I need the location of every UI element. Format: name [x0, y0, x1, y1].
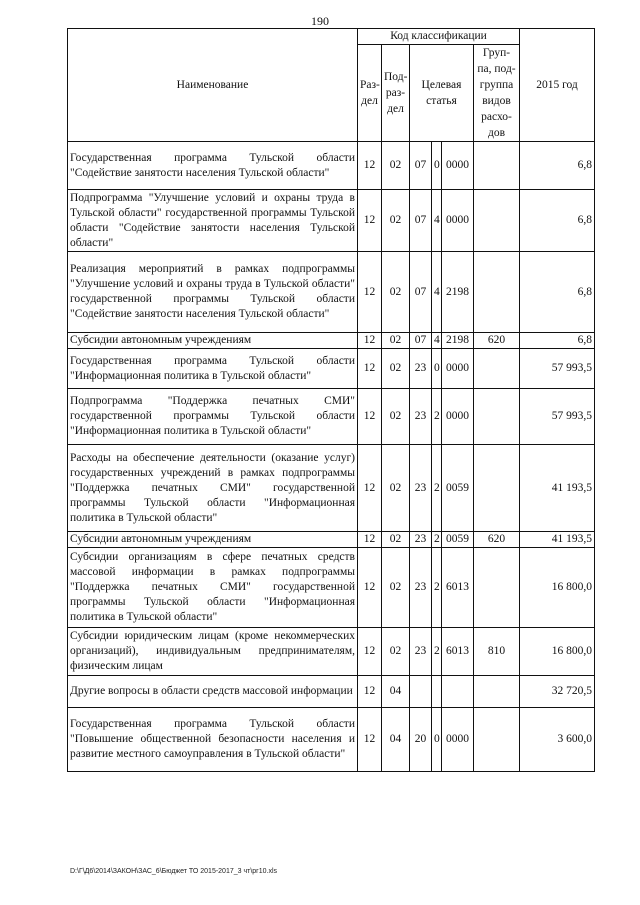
row-target-program: 23 [410, 532, 432, 548]
row-target-subprogram: 4 [432, 190, 442, 252]
row-name: Субсидии юридическим лицам (кроме некоммерческих организаций), индивидуальным предпринимателям, физическим лицам [68, 628, 358, 676]
row-target-subprogram [432, 676, 442, 708]
header-classification: Код классификации [358, 29, 520, 45]
header-razdel-text: Раз-дел [360, 79, 380, 107]
row-podrazdel: 02 [382, 333, 410, 349]
row-target-program: 07 [410, 142, 432, 190]
row-name: Субсидии автономным учреждениям [68, 532, 358, 548]
row-amount: 32 720,5 [520, 676, 595, 708]
table-row [68, 708, 595, 772]
footer-file-path: D:\Г\Д6\2014\ЗАКОН\ЗАС_6\Бюджет ТО 2015-2017_3 чт\рг10.xls [70, 868, 278, 875]
row-amount: 16 800,0 [520, 548, 595, 628]
row-target-program: 23 [410, 389, 432, 445]
row-expense-group [474, 548, 520, 628]
row-name: Подпрограмма "Улучшение условий и охраны труда в Тульской области" государственной программы Тульской области "Содействие занятости населения Тульской области" [68, 190, 358, 252]
table-row [68, 252, 595, 333]
row-expense-group [474, 142, 520, 190]
row-name: Субсидии автономным учреждениям [68, 333, 358, 349]
row-name: Государственная программа Тульской области "Информационная политика в Тульской области" [68, 349, 358, 389]
row-target-direction: 0000 [442, 389, 474, 445]
row-target-subprogram: 4 [432, 333, 442, 349]
row-razdel: 12 [358, 445, 382, 532]
row-target-direction: 0000 [442, 142, 474, 190]
table-row [68, 142, 595, 190]
header-year: 2015 год [520, 29, 595, 142]
row-target-program: 07 [410, 190, 432, 252]
row-expense-group [474, 389, 520, 445]
table-row [68, 676, 595, 708]
row-target-program [410, 676, 432, 708]
row-target-subprogram: 2 [432, 628, 442, 676]
row-target-direction [442, 676, 474, 708]
row-podrazdel: 02 [382, 548, 410, 628]
row-name: Другие вопросы в области средств массовой информации [68, 676, 358, 708]
header-name: Наименование [68, 29, 358, 142]
row-amount: 57 993,5 [520, 389, 595, 445]
row-razdel: 12 [358, 190, 382, 252]
row-amount: 41 193,5 [520, 445, 595, 532]
row-target-subprogram: 0 [432, 349, 442, 389]
header-podrazdel [382, 45, 410, 142]
row-target-direction: 0000 [442, 349, 474, 389]
table-row [68, 532, 595, 548]
row-amount: 41 193,5 [520, 532, 595, 548]
row-target-program: 07 [410, 333, 432, 349]
table-row [68, 548, 595, 628]
row-razdel: 12 [358, 676, 382, 708]
row-target-subprogram: 2 [432, 389, 442, 445]
row-amount: 6,8 [520, 190, 595, 252]
row-expense-group: 810 [474, 628, 520, 676]
row-target-program: 20 [410, 708, 432, 772]
row-target-direction: 2198 [442, 333, 474, 349]
row-podrazdel: 02 [382, 445, 410, 532]
row-name: Государственная программа Тульской области "Повышение общественной безопасности населения и развитие местного самоуправления в Тульской области" [68, 708, 358, 772]
row-target-direction: 6013 [442, 548, 474, 628]
row-razdel: 12 [358, 142, 382, 190]
page-number: 190 [311, 14, 329, 28]
row-podrazdel: 02 [382, 628, 410, 676]
row-target-direction: 6013 [442, 628, 474, 676]
row-amount: 57 993,5 [520, 349, 595, 389]
row-name: Расходы на обеспечение деятельности (оказание услуг) государственных учреждений в рамках подпрограммы "Поддержка печатных СМИ" государственной программы Тульской области "Информационная политика в Тульской области" [68, 445, 358, 532]
row-target-direction: 0059 [442, 445, 474, 532]
row-target-program: 23 [410, 445, 432, 532]
row-expense-group: 620 [474, 333, 520, 349]
header-expense-group: Груп-па, под-группа видов расхо-дов [474, 45, 520, 142]
row-target-subprogram: 0 [432, 142, 442, 190]
row-podrazdel: 02 [382, 142, 410, 190]
row-razdel: 12 [358, 333, 382, 349]
row-target-subprogram: 2 [432, 445, 442, 532]
row-target-program: 23 [410, 628, 432, 676]
table-body [68, 142, 595, 772]
row-razdel: 12 [358, 349, 382, 389]
table-row [68, 445, 595, 532]
row-podrazdel: 02 [382, 349, 410, 389]
row-razdel: 12 [358, 532, 382, 548]
row-amount: 16 800,0 [520, 628, 595, 676]
row-target-subprogram: 0 [432, 708, 442, 772]
row-amount: 3 600,0 [520, 708, 595, 772]
row-name: Реализация мероприятий в рамках подпрограммы "Улучшение условий и охраны труда в Тульской области" государственной программы Тульской области "Содействие занятости населения Тульской области" [68, 252, 358, 333]
table-row [68, 190, 595, 252]
row-expense-group [474, 190, 520, 252]
header-podrazdel-text: Под-раз-дел [384, 71, 408, 115]
row-amount: 6,8 [520, 252, 595, 333]
header-target-article: Целевая статья [410, 45, 474, 142]
row-podrazdel: 04 [382, 676, 410, 708]
row-target-direction: 0000 [442, 190, 474, 252]
row-razdel: 12 [358, 708, 382, 772]
header-razdel [358, 45, 382, 142]
budget-table [67, 28, 595, 772]
row-expense-group [474, 252, 520, 333]
row-target-direction: 0000 [442, 708, 474, 772]
table-row [68, 628, 595, 676]
row-podrazdel: 02 [382, 190, 410, 252]
row-name: Субсидии организациям в сфере печатных средств массовой информации в рамках подпрограммы "Поддержка печатных СМИ" государственной программы Тульской области "Информационная политика в Тульской области" [68, 548, 358, 628]
row-podrazdel: 02 [382, 532, 410, 548]
row-expense-group: 620 [474, 532, 520, 548]
row-target-direction: 2198 [442, 252, 474, 333]
table-row [68, 349, 595, 389]
table-row [68, 389, 595, 445]
row-target-subprogram: 2 [432, 532, 442, 548]
row-target-subprogram: 4 [432, 252, 442, 333]
row-podrazdel: 02 [382, 252, 410, 333]
row-podrazdel: 04 [382, 708, 410, 772]
row-expense-group [474, 445, 520, 532]
row-target-direction: 0059 [442, 532, 474, 548]
row-name: Государственная программа Тульской области "Содействие занятости населения Тульской области" [68, 142, 358, 190]
row-amount: 6,8 [520, 333, 595, 349]
row-razdel: 12 [358, 252, 382, 333]
row-target-subprogram: 2 [432, 548, 442, 628]
row-expense-group [474, 708, 520, 772]
row-expense-group [474, 349, 520, 389]
row-razdel: 12 [358, 548, 382, 628]
row-target-program: 23 [410, 548, 432, 628]
table-row [68, 333, 595, 349]
row-expense-group [474, 676, 520, 708]
table-header [68, 29, 595, 142]
row-target-program: 07 [410, 252, 432, 333]
row-target-program: 23 [410, 349, 432, 389]
row-podrazdel: 02 [382, 389, 410, 445]
row-name: Подпрограмма "Поддержка печатных СМИ" государственной программы Тульской области "Информационная политика в Тульской области" [68, 389, 358, 445]
row-razdel: 12 [358, 389, 382, 445]
row-amount: 6,8 [520, 142, 595, 190]
row-razdel: 12 [358, 628, 382, 676]
